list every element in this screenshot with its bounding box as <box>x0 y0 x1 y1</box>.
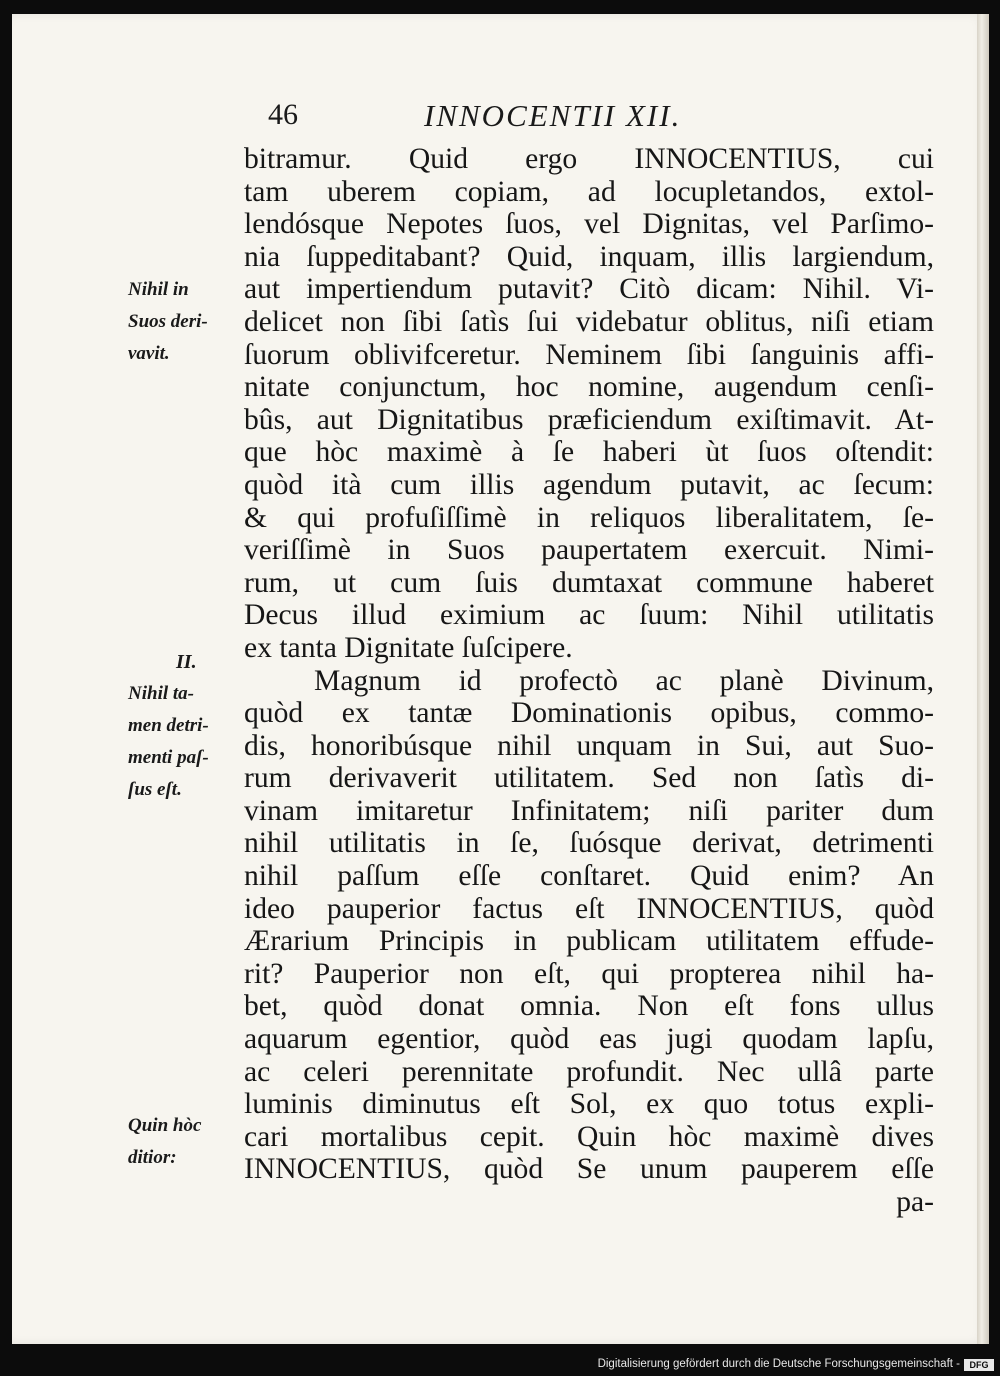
margin-note-line: men detri- <box>128 715 209 736</box>
margin-section-number: II. <box>176 651 197 673</box>
text-line: delicet non ſibi ſatìs ſui videbatur oblitus, niſi etiam <box>244 305 934 338</box>
text-line: dis, honoribúsque nihil unquam in Sui, aut Suo- <box>244 729 934 762</box>
page-edge <box>977 14 989 1344</box>
text-line: Ærarium Principis in publicam utilitatem effude- <box>244 925 934 958</box>
text-line: aquarum egentior, quòd eas jugi quodam lapſu, <box>244 1023 934 1056</box>
margin-note-3 <box>128 1110 240 1174</box>
running-head <box>0 98 1000 138</box>
catchword: pa- <box>896 1186 934 1218</box>
text-line: quòd ex tantæ Dominationis opibus, commo- <box>244 697 934 730</box>
text-line: bet, quòd donat omnia. Non eſt fons ullus <box>244 990 934 1023</box>
text-line: Magnum id profectò ac planè Divinum, <box>314 664 934 697</box>
margin-note-2 <box>128 678 240 806</box>
text-line: tam uberem copiam, ad locupletandos, extol- <box>244 175 934 208</box>
text-line: vinam imitaretur Infinitatem; niſi pariter dum <box>244 794 934 827</box>
text-line: lendósque Nepotes ſuos, vel Dignitas, vel Parſimo- <box>244 208 934 241</box>
margin-note-line: Suos deri- <box>128 311 208 332</box>
text-line: aut impertiendum putavit? Citò dicam: Nihil. Vi- <box>244 273 934 306</box>
margin-note-line: Quin hòc <box>128 1115 202 1136</box>
text-line: nitate conjunctum, hoc nomine, augendum cenſi- <box>244 371 934 404</box>
margin-note-line: vavit. <box>128 343 170 364</box>
text-line: bûs, aut Dignitatibus præficiendum exiſtimavit. At- <box>244 403 934 436</box>
text-line: rum, ut cum ſuis dumtaxat commune haberet <box>244 566 934 599</box>
text-line: bitramur. Quid ergo INNOCENTIUS, cui <box>244 143 934 175</box>
text-line: INNOCENTIUS, quòd Se unum pauperem eſſe <box>244 1153 934 1186</box>
funding-credit: Digitalisierung gefördert durch die Deutsche Forschungsgemeinschaft - <box>597 1358 960 1370</box>
footer-bar <box>0 1354 1000 1376</box>
page-number: 46 <box>268 98 298 131</box>
margin-note-line: ſus eſt. <box>128 779 182 800</box>
margin-note-line: Nihil in <box>128 279 189 300</box>
text-line: luminis diminutus eſt Sol, ex quo totus expli- <box>244 1088 934 1121</box>
text-line: nihil utilitatis in ſe, ſuósque derivat, detrimenti <box>244 827 934 860</box>
text-line: ideo pauperior factus eſt INNOCENTIUS, quòd <box>244 892 934 925</box>
text-line: ex tanta Dignitate ſuſcipere. <box>244 631 573 664</box>
text-line: nihil paſſum eſſe conſtaret. Quid enim? An <box>244 860 934 893</box>
body-text <box>244 143 934 1219</box>
text-line: & qui profuſiſſimè in reliquos liberalitatem, ſe- <box>244 501 934 534</box>
text-line: ſuorum oblivifceretur. Neminem ſibi ſanguinis affi- <box>244 338 934 371</box>
text-line: quòd ità cum illis agendum putavit, ac ſecum: <box>244 468 934 501</box>
margin-note-line: ditior: <box>128 1147 177 1168</box>
text-line: nia ſuppeditabant? Quid, inquam, illis largiendum, <box>244 240 934 273</box>
margin-note-line: menti paſ- <box>128 747 209 768</box>
dfg-logo-icon: DFG <box>964 1359 994 1371</box>
text-line: que hòc maximè à ſe haberi ùt ſuos oſtendit: <box>244 436 934 469</box>
text-line: rum derivaverit utilitatem. Sed non ſatìs di- <box>244 762 934 795</box>
text-line: cari mortalibus cepit. Quin hòc maximè dives <box>244 1120 934 1153</box>
text-line: Decus illud eximium ac ſuum: Nihil utilitatis <box>244 599 934 632</box>
margin-note-1 <box>128 274 240 370</box>
text-line: veriſſimè in Suos paupertatem exercuit. Nimi- <box>244 534 934 567</box>
margin-note-line: Nihil ta- <box>128 683 194 704</box>
text-line: rit? Pauperior non eſt, qui propterea nihil ha- <box>244 957 934 990</box>
text-line: ac celeri perennitate profundit. Nec ullâ parte <box>244 1055 934 1088</box>
running-title: INNOCENTII XII. <box>424 98 682 133</box>
